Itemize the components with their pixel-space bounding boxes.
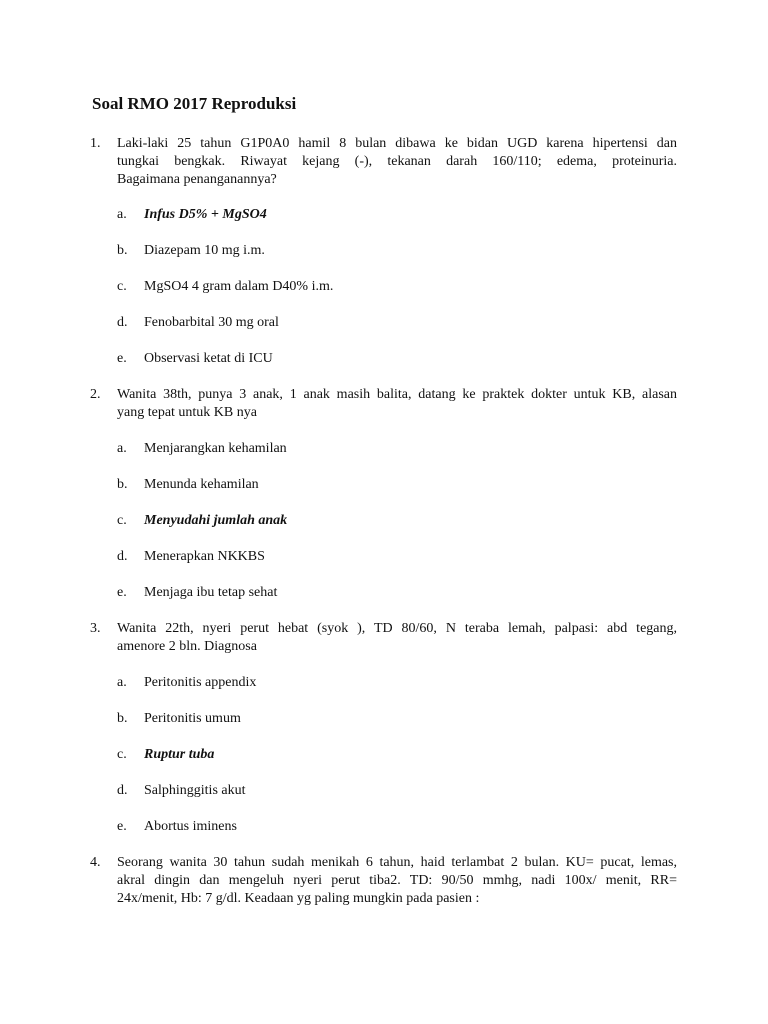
question-line: Wanita 22th, nyeri perut hebat (syok ), TD 80/60, N teraba lemah, palpasi: abd tegang, — [117, 621, 677, 636]
option-text: Salphinggitis akut — [144, 783, 246, 798]
question-line: tungkai bengkak. Riwayat kejang (-), tekanan darah 160/110; edema, proteinuria. — [117, 154, 677, 169]
question-line: Bagaimana penanganannya? — [117, 172, 277, 187]
question-text — [117, 135, 677, 189]
option-letter: b. — [117, 477, 128, 492]
option-text: Peritonitis appendix — [144, 675, 257, 690]
question-line: yang tepat untuk KB nya — [117, 405, 257, 420]
question-line: Wanita 38th, punya 3 anak, 1 anak masih balita, datang ke praktek dokter untuk KB, alasan — [117, 387, 677, 402]
question-line: Seorang wanita 30 tahun sudah menikah 6 tahun, haid terlambat 2 bulan. KU= pucat, lemas, — [117, 855, 677, 870]
question-text — [117, 620, 677, 656]
option-letter: c. — [117, 747, 127, 762]
question-line: Laki-laki 25 tahun G1P0A0 hamil 8 bulan dibawa ke bidan UGD karena hipertensi dan — [117, 136, 677, 151]
option-text: Observasi ketat di ICU — [144, 351, 273, 366]
question-text — [117, 854, 677, 908]
option-text-answer: Menyudahi jumlah anak — [144, 513, 288, 528]
option-letter: c. — [117, 279, 127, 294]
option-text: Fenobarbital 30 mg oral — [144, 315, 279, 330]
option-letter: b. — [117, 243, 128, 258]
question-number: 3. — [90, 621, 101, 636]
option-letter: d. — [117, 783, 128, 798]
option-letter: c. — [117, 513, 127, 528]
option-letter: d. — [117, 315, 128, 330]
option-text: Menerapkan NKKBS — [144, 549, 265, 564]
option-letter: a. — [117, 675, 127, 690]
option-text: Abortus iminens — [144, 819, 237, 834]
question-number: 1. — [90, 136, 101, 151]
option-letter: e. — [117, 351, 127, 366]
question-number: 4. — [90, 855, 101, 870]
question-text — [117, 386, 677, 422]
option-letter: e. — [117, 819, 127, 834]
question-number: 2. — [90, 387, 101, 402]
question-line: 24x/menit, Hb: 7 g/dl. Keadaan yg paling mungkin pada pasien : — [117, 891, 480, 906]
option-letter: b. — [117, 711, 128, 726]
option-text: Menjaga ibu tetap sehat — [144, 585, 278, 600]
question-line: amenore 2 bln. Diagnosa — [117, 639, 257, 654]
option-text: Menjarangkan kehamilan — [144, 441, 287, 456]
option-text-answer: Infus D5% + MgSO4 — [144, 207, 267, 222]
option-text: Peritonitis umum — [144, 711, 241, 726]
document-title: Soal RMO 2017 Reproduksi — [92, 94, 297, 113]
option-text: Diazepam 10 mg i.m. — [144, 243, 265, 258]
option-letter: a. — [117, 207, 127, 222]
option-letter: d. — [117, 549, 128, 564]
option-text-answer: Ruptur tuba — [144, 747, 215, 762]
option-text: Menunda kehamilan — [144, 477, 259, 492]
option-text: MgSO4 4 gram dalam D40% i.m. — [144, 279, 334, 294]
question-line: akral dingin dan mengeluh nyeri perut tiba2. TD: 90/50 mmhg, nadi 100x/ menit, RR= — [117, 873, 677, 888]
option-letter: e. — [117, 585, 127, 600]
option-letter: a. — [117, 441, 127, 456]
